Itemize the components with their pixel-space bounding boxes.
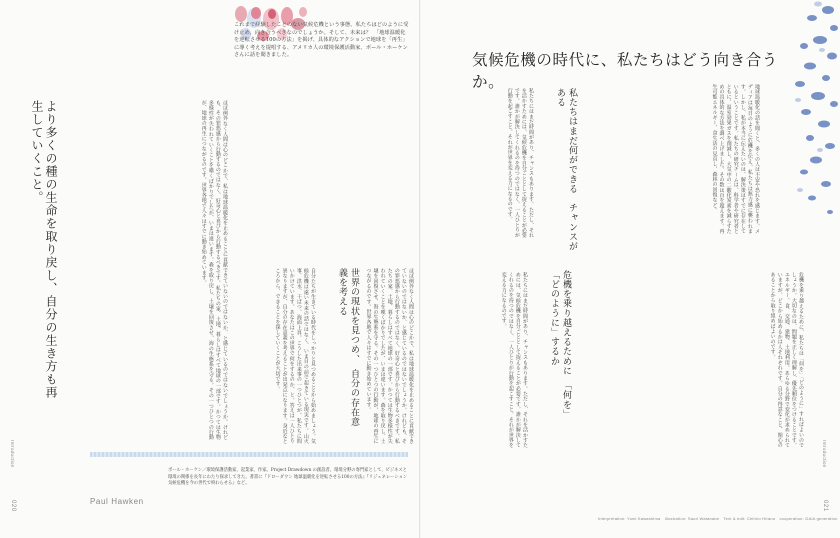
body-column-left-lower: ほぼ例外なく人間は心のどこかで、私は地球温暖化を止めることに貢献できていないのではないか、と感じているのではないでしょうか。けれども、その罪悪感から行動するのではなく、好奇心と喜びから行動するべきです。私たちの家、土地、暮らしはすべて地球の一部です。かつては生物多様性が失われていくことを嘆くばかりでしたが、いまは違います。森を取り戻し、土壌を回復させ、海の生態系を守る。その一つひとつの行動が、地球の再生につながるのです。世界各地で人々はすでに動き始めています。 <box>200 100 228 440</box>
bio-divider-bar <box>90 452 408 457</box>
right-page-number: 021 <box>822 500 828 512</box>
body-column-right-top: 地球温暖化の話を聞くと、多くの人は不安や恐れを感じます。メディアは毎日のように危機を伝え、私たちは無力感に襲われます。しかし、私が本当に伝えたいのは、解決策はすでに存在しているということです。私たちの研究チームは、科学者や研究者とともに、温室効果ガスを削減し、大気中の二酸化炭素を減らすための具体的な方法を調べ上げました。その数は百を超えます。再生可能エネルギー、食生活の見直し、森林の回復など。 <box>711 84 760 234</box>
left-side-label: Introduction <box>10 440 15 468</box>
body-column-mid-lower-b: ほぼ例外なく人間は心のどこかで、私は地球温暖化を止めることに貢献できていないのではないか、と感じているのではないでしょうか。けれども、その罪悪感から行動するのではなく、好奇心と喜びから行動するべきです。私たちの家、土地、暮らしはすべて地球の一部です。かつては生物多様性が失われていくことを嘆くばかりでしたが、いまは違います。森を取り戻し、土壌を回復させ、海の生態系を守る。その一つひとつの行動が、地球の再生につながるのです。世界各地で人々はすでに動き始めています。 <box>365 268 414 444</box>
right-side-label: Introduction <box>822 440 827 468</box>
body-column-right-lower-b: 私たちにはまだ時間があり、チャンスもあります。ただし、それを活かすためには、気候危機を自分ごととして捉えることが必要です。誰かが解決してくれるのを待つのではなく、一人ひとりが行動を起こすこと。それが世界を変える力になるのです。 <box>500 272 528 448</box>
credits-line: Interpretation: Yumi Kawashima Illustration: Saori Watanabe Text & edit: Chihiro Hirano cooperation: GAIA generation <box>598 516 838 521</box>
catch-copy: より多くの種の生命を取り戻し、自分の生き方も再生していくこと。 <box>30 100 58 399</box>
left-page-number: 020 <box>10 500 16 512</box>
intro-lead-text: これまで経験したことのない気候危機という事態。私たちはどのように受け止め、向き合うべきなのでしょうか。そして、未来は？ 「地球温暖化を逆転させる100の方法」を掲げ、具体的なアクションで地球を「再生」に導く考えを提唱する、アメリカ人の環境保護活動家、ポール・ホーケンさんに話を聞きました。 <box>234 22 409 59</box>
subheading-chance: 私たちはまだ何ができる チャンスがある <box>555 88 577 252</box>
author-bio: ポール・ホーケン／環境保護活動家、起業家、作家。Project Drawdown の創設者。環境分野の専門家として、ビジネスと環境の関係を長年にわたり探求してきた。著書に『ドローダウン 地球温暖化を逆転させる100の方法』『リジェネレーション 気候危機を今の世代で終わらせる』など。 <box>168 468 408 487</box>
subheading-current-world: 世界の現状を見つめ、 自分の存在意義を考える <box>337 268 359 427</box>
spine <box>419 0 421 538</box>
author-signature: Paul Hawken <box>90 497 144 506</box>
body-column-right-mid: 私たちにはまだ時間があり、チャンスもあります。ただし、それを活かすためには、気候危機を自分ごととして捉えることが必要です。誰かが解決してくれるのを待つのではなく、一人ひとりが行動を起こすこと。それが世界を変える力になるのです。 <box>506 88 534 238</box>
body-column-right-lower: 危機を乗り越えるために、私たちは「何を」「どのように」すればよいのでしょうか。大切なのは、問題を正しく理解し、優先順位をつけることです。エネルギー、食、交通、建物、土地利用。あらゆる分野で変化が求められていますが、どこから始めるかは人それぞれです。自分の得意なこと、関心のあることから取り組めばよいのです。 <box>769 272 804 448</box>
article-title: 気候危機の時代に、私たちはどう向き合うか。 <box>472 51 778 91</box>
subheading-overcome-crisis: 危機を乗り越えるために 「何を」「どのように」するか <box>549 270 571 420</box>
blue-drops-illustration <box>760 0 840 230</box>
body-column-mid-lower: 自分たちが生きている時代をしっかりと見つめることから始めましょう。気候危機は遠い未来の話ではなく、いま目の前で起きている現実です。山火事、洪水、干ばつ、海面上昇。こうした出来事の一つひとつが、私たちに問いかけています。あなたはこの世界で何をするのか、と。答えは一人ひとり異なりますが、自分の存在意義を考えることが出発点になります。身近なところから、できることを探していくことが大切です。 <box>274 268 316 444</box>
